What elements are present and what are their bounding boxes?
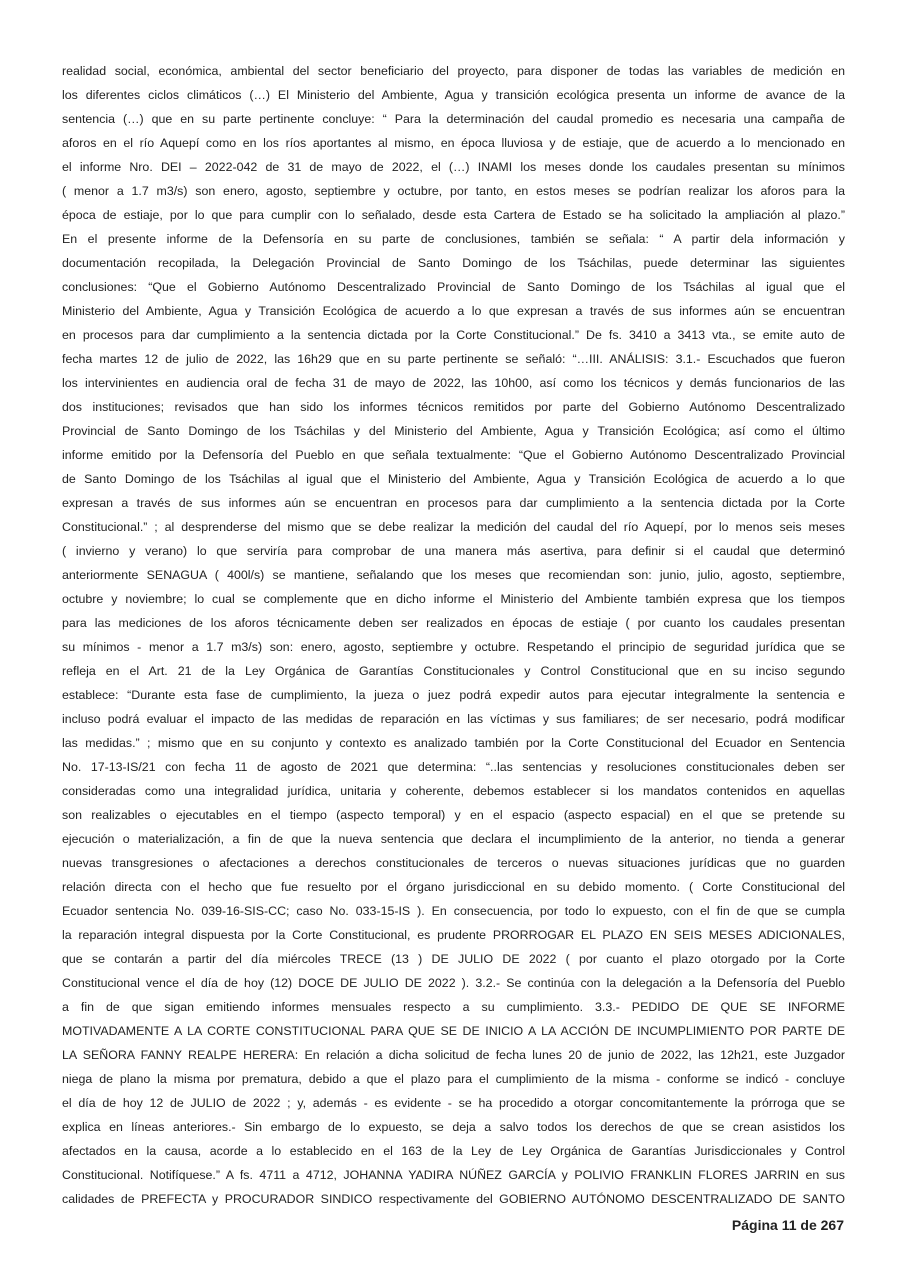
text-line: nuevas transgresiones o afectaciones a derechos constitucionales de terceros o nuevas situaciones jurídicas que no guarden	[62, 856, 845, 870]
text-line: refleja en el Art. 21 de la Ley Orgánica de Garantías Constitucionales y Control Constitucional que en su inciso segundo	[62, 664, 845, 678]
text-line: establece: “Durante esta fase de cumplimiento, la jueza o juez podrá expedir autos para ejecutar integralmente la sentencia e	[62, 688, 845, 702]
text-line: octubre y noviembre; lo cual se complemente que en dicho informe el Ministerio del Ambiente también expresa que los tiempos	[62, 592, 845, 606]
text-line: niega de plano la misma por prematura, debido a que el plazo para el cumplimiento de la misma - conforme se indicó - concluye	[62, 1072, 845, 1086]
text-line: LA SEÑORA FANNY REALPE HERERA: En relación a dicha solicitud de fecha lunes 20 de junio de 2022, las 12h21, este Juzgador	[62, 1048, 845, 1062]
text-line: afectados en la causa, acorde a lo establecido en el 163 de la Ley de Ley Orgánica de Garantías Jurisdiccionales y Control	[62, 1144, 845, 1158]
text-line: incluso podrá evaluar el impacto de las medidas de reparación en las víctimas y sus familiares; de ser necesario, podrá modificar	[62, 712, 845, 726]
text-line: consideradas como una integralidad jurídica, unitaria y coherente, debemos establecer si los mandatos contenidos en aquellas	[62, 784, 845, 798]
text-line: para las mediciones de los aforos técnicamente deben ser realizados en épocas de estiaje ( por cuanto los caudales presentan	[62, 616, 845, 630]
text-line: el día de hoy 12 de JULIO de 2022 ; y, además - es evidente - se ha procedido a otorgar concomitantemente la prórroga que se	[62, 1096, 845, 1110]
text-line: Constitucional vence el día de hoy (12) DOCE DE JULIO DE 2022 ). 3.2.- Se continúa con la delegación a la Defensoría del Pueblo	[62, 976, 845, 990]
text-line: los diferentes ciclos climáticos (…) El Ministerio del Ambiente, Agua y transición ecológica presenta un informe de avance de la	[62, 88, 845, 102]
text-line: informe emitido por la Defensoría del Pueblo en que señala textualmente: “Que el Gobierno Autónomo Descentralizado Provincial	[62, 448, 845, 462]
text-line: calidades de PREFECTA y PROCURADOR SINDICO respectivamente del GOBIERNO AUTÓNOMO DESCENTRALIZADO DE SANTO	[62, 1192, 845, 1206]
text-line: que se contarán a partir del día miércoles TRECE (13 ) DE JULIO DE 2022 ( por cuanto el plazo otorgado por la Corte	[62, 952, 845, 966]
text-line: En el presente informe de la Defensoría en su parte de conclusiones, también se señala: “ A partir dela información y	[62, 232, 845, 246]
document-body	[62, 59, 845, 1211]
text-line: sentencia (…) que en su parte pertinente concluye: “ Para la determinación del caudal promedio es necesaria una campaña de	[62, 112, 845, 126]
text-line: época de estiaje, por lo que para cumplir con lo señalado, desde esta Cartera de Estado se ha solicitado la ampliación al plazo.”	[62, 208, 845, 222]
text-line: anteriormente SENAGUA ( 400l/s) se mantiene, señalando que los meses que recomiendan son: junio, julio, agosto, septiembre,	[62, 568, 845, 582]
text-line: Constitucional.” ; al desprenderse del mismo que se debe realizar la medición del caudal del río Aquepí, por lo menos seis meses	[62, 520, 845, 534]
text-line: fecha martes 12 de julio de 2022, las 16h29 que en su parte pertinente se señaló: “…III. ANÁLISIS: 3.1.- Escuchados que fueron	[62, 352, 845, 366]
page-number: Página 11 de 267	[731, 1217, 844, 1233]
text-line: aforos en el río Aquepí como en los ríos aportantes al mismo, en época lluviosa y de estiaje, que de acuerdo a lo mencionado en	[62, 136, 845, 150]
text-line: el informe Nro. DEI – 2022-042 de 31 de mayo de 2022, el (…) INAMI los meses donde los caudales presentan su mínimos	[62, 160, 845, 174]
text-line: su mínimos - menor a 1.7 m3/s) son: enero, agosto, septiembre y octubre. Respetando el principio de seguridad jurídica que se	[62, 640, 845, 654]
text-line: los intervinientes en audiencia oral de fecha 31 de mayo de 2022, las 10h00, así como los técnicos y demás funcionarios de las	[62, 376, 845, 390]
text-line: son realizables o ejecutables en el tiempo (aspecto temporal) y en el espacio (aspecto espacial) en el que se pretende su	[62, 808, 845, 822]
text-line: en procesos para dar cumplimiento a la sentencia dictada por la Corte Constitucional.” De fs. 3410 a 3413 vta., se emite auto de	[62, 328, 845, 342]
text-line: explica en líneas anteriores.- Sin embargo de lo expuesto, se deja a salvo todos los derechos de que se crean asistidos los	[62, 1120, 845, 1134]
text-line: expresan a través de sus informes aún se encuentran en procesos para dar cumplimiento a la sentencia dictada por la Corte	[62, 496, 845, 510]
text-line: dos instituciones; revisados que han sido los informes técnicos remitidos por parte del Gobierno Autónomo Descentralizado	[62, 400, 845, 414]
text-line: No. 17-13-IS/21 con fecha 11 de agosto de 2021 que determina: “..las sentencias y resoluciones constitucionales deben ser	[62, 760, 845, 774]
text-line: las medidas.” ; mismo que en su conjunto y contexto es analizado también por la Corte Constitucional del Ecuador en Sentencia	[62, 736, 845, 750]
text-line: ejecución o materialización, a fin de que la nueva sentencia que declara el incumplimiento de la anterior, no tienda a generar	[62, 832, 845, 846]
text-line: la reparación integral dispuesta por la Corte Constitucional, es prudente PRORROGAR EL PLAZO EN SEIS MESES ADICIONALES,	[62, 928, 845, 942]
text-line: relación directa con el hecho que fue resuelto por el órgano jurisdiccional en su debido momento. ( Corte Constitucional del	[62, 880, 845, 894]
text-line: Ecuador sentencia No. 039-16-SIS-CC; caso No. 033-15-IS ). En consecuencia, por todo lo expuesto, con el fin de que se cumpla	[62, 904, 845, 918]
text-line: a fin de que sigan emitiendo informes mensuales respecto a su cumplimiento. 3.3.- PEDIDO DE QUE SE INFORME	[62, 1000, 845, 1014]
text-line: ( menor a 1.7 m3/s) son enero, agosto, septiembre y octubre, por tanto, en estos meses se podrían realizar los aforos para la	[62, 184, 845, 198]
text-line: MOTIVADAMENTE A LA CORTE CONSTITUCIONAL PARA QUE SE DE INICIO A LA ACCIÓN DE INCUMPLIMIENTO POR PARTE DE	[62, 1024, 845, 1038]
text-line: documentación recopilada, la Delegación Provincial de Santo Domingo de los Tsáchilas, puede determinar las siguientes	[62, 256, 845, 270]
text-line: realidad social, económica, ambiental del sector beneficiario del proyecto, para disponer de todas las variables de medición en	[62, 64, 845, 78]
text-line: Ministerio del Ambiente, Agua y Transición Ecológica de acuerdo a lo que expresan a través de sus informes aún se encuentran	[62, 304, 845, 318]
text-line: de Santo Domingo de los Tsáchilas al igual que el Ministerio del Ambiente, Agua y Transición Ecológica de acuerdo a lo que	[62, 472, 845, 486]
text-line: conclusiones: “Que el Gobierno Autónomo Descentralizado Provincial de Santo Domingo de los Tsáchilas al igual que el	[62, 280, 845, 294]
text-line: Provincial de Santo Domingo de los Tsáchilas y del Ministerio del Ambiente, Agua y Transición Ecológica; así como el último	[62, 424, 845, 438]
text-line: ( invierno y verano) lo que serviría para comprobar de una manera más asertiva, para definir si el caudal que determinó	[62, 544, 845, 558]
text-line: Constitucional. Notifíquese.” A fs. 4711 a 4712, JOHANNA YADIRA NÚÑEZ GARCÍA y POLIVIO FRANKLIN FLORES JARRIN en sus	[62, 1168, 845, 1182]
